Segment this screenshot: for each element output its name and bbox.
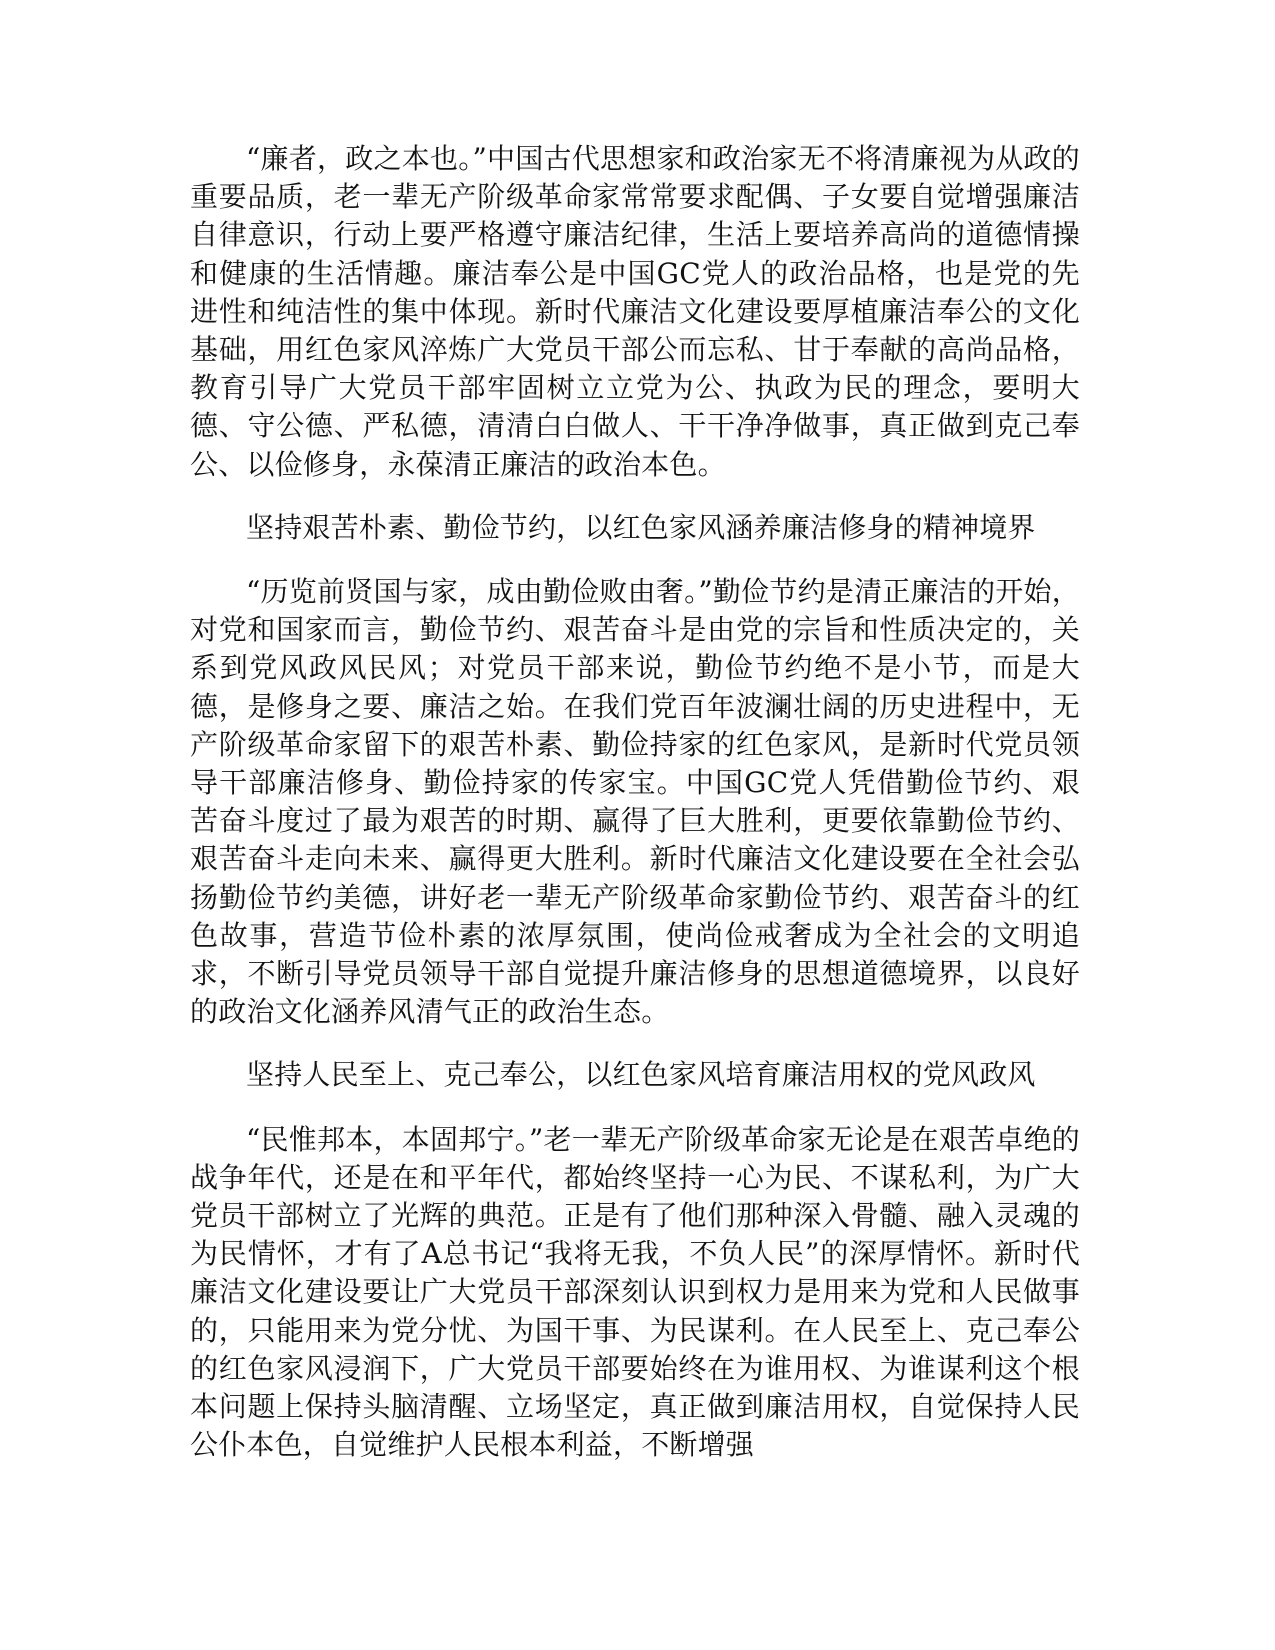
paragraph-integrity-foundation: “廉者，政之本也。”中国古代思想家和政治家无不将清廉视为从政的重要品质，老一辈无产阶级革命家常常要求配偶、子女要自觉增强廉洁自律意识，行动上要严格遵守廉洁纪律，生活上要培养高尚的道德情操和健康的生活情趣。廉洁奉公是中国GC党人的政治品格，也是党的先进性和纯洁性的集中体现。新时代廉洁文化建设要厚植廉洁奉公的文化基础，用红色家风淬炼广大党员干部公而忘私、甘于奉献的高尚品格，教育引导广大党员干部牢固树立立党为公、执政为民的理念，要明大德、守公德、严私德，清清白白做人、干干净净做事，真正做到克己奉公、以俭修身，永葆清正廉洁的政治本色。 [190, 142, 1080, 481]
document-body [190, 140, 1080, 1490]
section-heading-frugality: 坚持艰苦朴素、勤俭节约，以红色家风涵养廉洁修身的精神境界 [246, 510, 1036, 544]
paragraph-frugality: “历览前贤国与家，成由勤俭败由奢。”勤俭节约是清正廉洁的开始，对党和国家而言，勤俭节约、艰苦奋斗是由党的宗旨和性质决定的，关系到党风政风民风；对党员干部来说，勤俭节约绝不是小节，而是大德，是修身之要、廉洁之始。在我们党百年波澜壮阔的历史进程中，无产阶级革命家留下的艰苦朴素、勤俭持家的红色家风，是新时代党员领导干部廉洁修身、勤俭持家的传家宝。中国GC党人凭借勤俭节约、艰苦奋斗度过了最为艰苦的时期、赢得了巨大胜利，更要依靠勤俭节约、艰苦奋斗走向未来、赢得更大胜利。新时代廉洁文化建设要在全社会弘扬勤俭节约美德，讲好老一辈无产阶级革命家勤俭节约、艰苦奋斗的红色故事，营造节俭朴素的浓厚氛围，使尚俭戒奢成为全社会的文明追求，不断引导党员领导干部自觉提升廉洁修身的思想道德境界，以良好的政治文化涵养风清气正的政治生态。 [190, 575, 1080, 1029]
paragraph-people-first: “民惟邦本，本固邦宁。”老一辈无产阶级革命家无论是在艰苦卓绝的战争年代，还是在和平年代，都始终坚持一心为民、不谋私利，为广大党员干部树立了光辉的典范。正是有了他们那种深入骨髓、融入灵魂的为民情怀，才有了A总书记“我将无我，不负人民”的深厚情怀。新时代廉洁文化建设要让广大党员干部深刻认识到权力是用来为党和人民做事的，只能用来为党分忧、为国干事、为民谋利。在人民至上、克己奉公的红色家风浸润下，广大党员干部要始终在为谁用权、为谁谋利这个根本问题上保持头脑清醒、立场坚定，真正做到廉洁用权，自觉保持人民公仆本色，自觉维护人民根本利益，不断增强 [190, 1122, 1080, 1462]
section-heading-people-first: 坚持人民至上、克己奉公，以红色家风培育廉洁用权的党风政风 [246, 1058, 1036, 1092]
